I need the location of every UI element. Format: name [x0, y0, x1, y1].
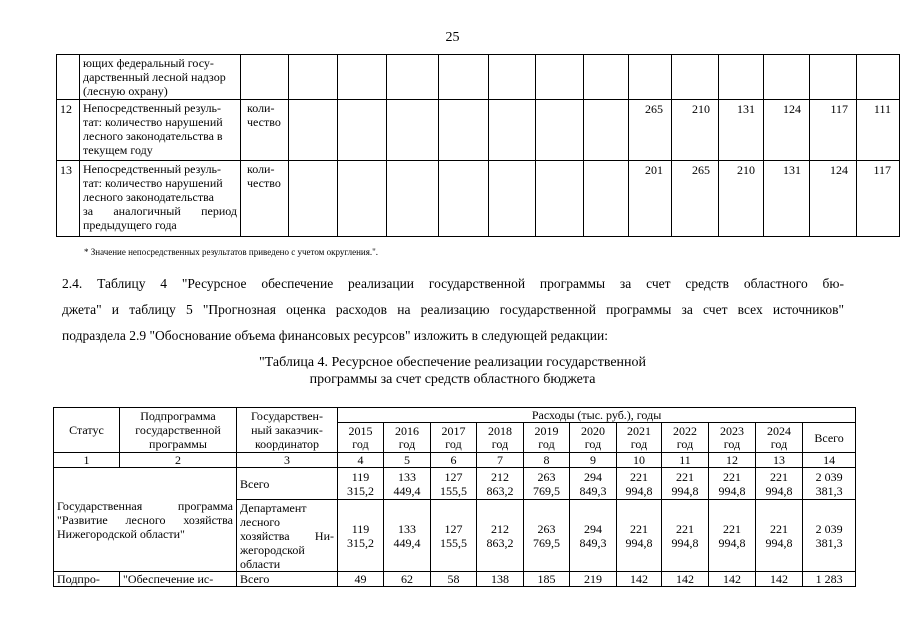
year-label: 2020	[581, 423, 605, 438]
value-cell	[617, 500, 662, 572]
row-number-cell	[57, 55, 80, 100]
header-year	[384, 423, 431, 453]
text-line: лесного	[240, 514, 280, 529]
value-part: 221	[770, 469, 788, 484]
text-line: чество	[247, 176, 281, 190]
value-part: 2 039	[815, 521, 843, 536]
value-cell	[431, 468, 477, 500]
indicators-table	[56, 54, 900, 237]
text-line: (лесную охрану)	[83, 84, 168, 98]
text-line: за аналогичный период	[83, 204, 237, 218]
column-number: 1	[54, 453, 120, 468]
header-year	[338, 423, 384, 453]
year-suffix: год	[630, 436, 648, 451]
value-part: 863,2	[486, 535, 514, 550]
value-part: 155,5	[440, 483, 467, 498]
table-row	[57, 100, 900, 161]
year-suffix: год	[676, 436, 694, 451]
header-status: Статус	[54, 408, 120, 453]
text-line: лесного законодательства	[83, 190, 214, 204]
text-line: ющих федеральный госу-	[83, 56, 214, 70]
value-part: 221	[723, 521, 741, 536]
value-cell	[384, 500, 431, 572]
unit-cell	[241, 100, 289, 161]
value-cell	[384, 468, 431, 500]
subprogram-cell: "Обеспечение ис-	[120, 572, 237, 587]
value-part: 155,5	[440, 535, 467, 550]
column-number: 9	[570, 453, 617, 468]
value-cell	[570, 500, 617, 572]
row-number-cell: 13	[57, 161, 80, 237]
value-part: 221	[770, 521, 788, 536]
year-label: 2023	[720, 423, 744, 438]
year-label: 2019	[534, 423, 559, 438]
table-row	[54, 468, 856, 500]
year-label: 2017	[441, 423, 466, 438]
header-year	[524, 423, 570, 453]
value-cell	[524, 500, 570, 572]
value-part: 263	[537, 521, 556, 536]
year-suffix: год	[770, 436, 788, 451]
value-cell	[662, 500, 709, 572]
value-part: 994,8	[625, 483, 653, 498]
value-part: 221	[676, 521, 694, 536]
value-cell	[709, 500, 756, 572]
value-cell: 210	[672, 100, 719, 161]
value-part: 294	[584, 521, 602, 536]
header-subprogram	[120, 408, 237, 453]
column-number: 13	[756, 453, 803, 468]
header-year	[570, 423, 617, 453]
value-cell: 124	[764, 100, 810, 161]
text-line: дарственный лесной надзор	[83, 70, 226, 84]
year-suffix: год	[352, 436, 369, 451]
year-suffix: год	[398, 436, 416, 451]
value-part: 294	[584, 469, 602, 484]
value-part: 449,4	[393, 483, 421, 498]
text-line: ный заказчик-	[251, 423, 323, 437]
value-part: 994,8	[718, 535, 746, 550]
table-title: "Таблица 4. Ресурсное обеспечение реализации государственной	[258, 355, 647, 370]
year-suffix: год	[538, 436, 555, 451]
value-part: 994,8	[625, 535, 653, 550]
column-number-row	[54, 453, 856, 468]
value-part: 119	[351, 521, 370, 536]
value-cell: 49	[338, 572, 384, 587]
text-line: предыдущего года	[83, 218, 177, 232]
row-number-cell: 12	[57, 100, 80, 161]
table-row	[57, 161, 900, 237]
customer-cell: Всего	[237, 468, 338, 500]
year-suffix: год	[723, 436, 741, 451]
table-header-row	[54, 408, 856, 423]
header-customer	[237, 408, 338, 453]
value-part: 221	[676, 469, 694, 484]
column-number: 6	[431, 453, 477, 468]
indicator-name-cell	[80, 100, 241, 161]
value-part: 212	[491, 469, 509, 484]
column-number: 7	[477, 453, 524, 468]
value-cell	[756, 468, 803, 500]
total-cell	[803, 468, 856, 500]
value-cell: 142	[709, 572, 756, 587]
column-number: 2	[120, 453, 237, 468]
value-cell	[477, 500, 524, 572]
column-number: 8	[524, 453, 570, 468]
header-year	[756, 423, 803, 453]
text-line: программы	[149, 437, 207, 451]
value-part: 863,2	[486, 483, 514, 498]
value-part: 221	[723, 469, 741, 484]
value-part: 769,5	[533, 535, 560, 550]
value-part: 849,3	[579, 483, 607, 498]
indicator-name-cell	[80, 161, 241, 237]
header-year	[477, 423, 524, 453]
year-label: 2015	[348, 423, 373, 438]
value-part: 212	[491, 521, 509, 536]
status-cell: Подпро-	[54, 572, 120, 587]
value-part: 994,8	[671, 535, 699, 550]
value-cell: 201	[629, 161, 672, 237]
value-cell: 131	[764, 161, 810, 237]
program-name-cell	[54, 468, 237, 572]
value-part: 263	[537, 469, 556, 484]
column-number: 12	[709, 453, 756, 468]
paragraph-line: подраздела 2.9 "Обоснование объема финансовых ресурсов" изложить в следующей редакции:	[62, 328, 608, 343]
value-part: 994,8	[765, 483, 793, 498]
column-number: 5	[384, 453, 431, 468]
column-number: 4	[338, 453, 384, 468]
text-line: Непосредственный резуль-	[83, 101, 222, 115]
column-number: 10	[617, 453, 662, 468]
value-part: 221	[630, 521, 648, 536]
header-year	[662, 423, 709, 453]
text-line: Нижегородской области"	[57, 526, 185, 541]
value-cell	[617, 468, 662, 500]
resource-table	[53, 407, 856, 587]
text-line: Государствен-	[251, 409, 323, 423]
header-year	[431, 423, 477, 453]
table-row	[57, 55, 900, 100]
text-line: лесного законодательства в	[83, 129, 223, 143]
value-cell: 117	[810, 100, 857, 161]
text-line: текущем году	[83, 143, 153, 157]
footnote: * Значение непосредственных результатов приведено с учетом округления.".	[84, 247, 379, 257]
value-cell: 265	[629, 100, 672, 161]
value-cell	[524, 468, 570, 500]
value-part: 381,3	[815, 483, 843, 498]
total-cell: 1 283	[803, 572, 856, 587]
customer-cell: Всего	[237, 572, 338, 587]
value-cell: 117	[857, 161, 900, 237]
value-part: 449,4	[393, 535, 421, 550]
page-number: 25	[445, 30, 460, 45]
year-label: 2022	[673, 423, 697, 438]
table-title: программы за счет средств областного бюджета	[309, 372, 596, 387]
value-cell: 142	[756, 572, 803, 587]
indicator-name-cell	[80, 55, 241, 100]
text-line: "Развитие лесного хозяйства	[57, 512, 233, 527]
text-line: хозяйства Ни-	[240, 528, 334, 543]
header-year	[709, 423, 756, 453]
text-line: Непосредственный резуль-	[83, 162, 222, 176]
value-part: 315,2	[347, 483, 374, 498]
value-cell: 142	[617, 572, 662, 587]
text-line: Подпрограмма	[140, 409, 216, 423]
value-part: 127	[444, 521, 463, 536]
year-label: 2021	[627, 423, 651, 438]
value-part: 994,8	[765, 535, 793, 550]
value-part: 133	[398, 469, 416, 484]
value-cell: 138	[477, 572, 524, 587]
value-part: 2 039	[815, 469, 843, 484]
paragraph-line: джета" и таблицу 5 "Прогнозная оценка расходов на реализацию государственной программы за счет всех источников"	[62, 302, 844, 317]
text-line: коли-	[247, 101, 275, 115]
year-label: 2024	[767, 423, 791, 438]
value-cell: 219	[570, 572, 617, 587]
text-line: тат: количество нарушений	[83, 115, 223, 129]
value-part: 994,8	[718, 483, 746, 498]
value-cell: 124	[810, 161, 857, 237]
value-cell: 111	[857, 100, 900, 161]
header-year	[617, 423, 662, 453]
header-total: Всего	[803, 423, 856, 453]
value-cell: 58	[431, 572, 477, 587]
text-line: государственной	[135, 423, 221, 437]
year-suffix: год	[491, 436, 509, 451]
table-row	[54, 572, 856, 587]
value-cell	[338, 500, 384, 572]
value-part: 119	[351, 469, 370, 484]
value-part: 849,3	[579, 535, 607, 550]
value-part: 994,8	[671, 483, 699, 498]
column-number: 3	[237, 453, 338, 468]
text-line: коли-	[247, 162, 275, 176]
value-cell	[756, 500, 803, 572]
value-cell	[431, 500, 477, 572]
value-cell: 131	[719, 100, 764, 161]
value-cell	[709, 468, 756, 500]
column-number: 11	[662, 453, 709, 468]
year-label: 2016	[395, 423, 419, 438]
value-cell	[570, 468, 617, 500]
year-suffix: год	[445, 436, 462, 451]
text-line: координатор	[254, 437, 320, 451]
year-label: 2018	[488, 423, 512, 438]
text-line: чество	[247, 115, 281, 129]
value-cell: 185	[524, 572, 570, 587]
value-cell: 62	[384, 572, 431, 587]
value-part: 381,3	[815, 535, 843, 550]
customer-cell	[237, 500, 338, 572]
total-cell	[803, 500, 856, 572]
text-line: Государственная программа	[57, 498, 233, 513]
value-part: 133	[398, 521, 416, 536]
value-cell: 210	[719, 161, 764, 237]
header-expenses: Расходы (тыс. руб.), годы	[338, 408, 856, 423]
text-line: тат: количество нарушений	[83, 176, 223, 190]
unit-cell	[241, 161, 289, 237]
text-line: Департамент	[240, 500, 307, 515]
year-suffix: год	[584, 436, 602, 451]
value-part: 769,5	[533, 483, 560, 498]
value-cell	[477, 468, 524, 500]
column-number: 14	[803, 453, 856, 468]
value-cell	[338, 468, 384, 500]
value-part: 315,2	[347, 535, 374, 550]
text-line: области	[240, 556, 281, 571]
value-cell: 142	[662, 572, 709, 587]
text-line: жегородской	[240, 542, 305, 557]
paragraph-line: 2.4. Таблицу 4 "Ресурсное обеспечение реализации государственной программы за счет средств областного бю-	[62, 276, 844, 291]
value-part: 221	[630, 469, 648, 484]
value-cell: 265	[672, 161, 719, 237]
value-cell	[662, 468, 709, 500]
value-part: 127	[444, 469, 463, 484]
